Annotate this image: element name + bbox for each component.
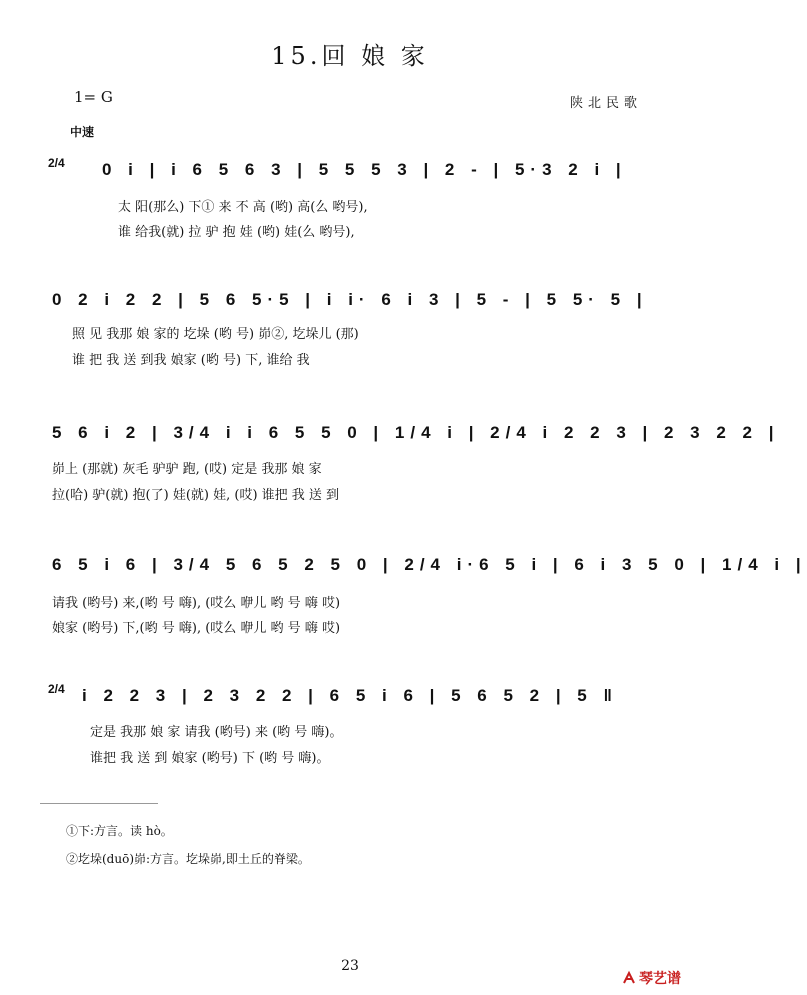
- score-line-3-lyric-1: 峁上 (那就) 灰毛 驴驴 跑, (哎) 定是 我那 娘 家: [52, 462, 322, 477]
- score-line-1-lyric-1: 太 阳(那么) 下① 来 不 高 (哟) 高(么 哟号),: [118, 200, 368, 215]
- score-line-3-notes: 5 6 i 2 | 3/4 i i 6 5 5 0 | 1/4 i | 2/4 i 2 2 3 | 2 3 2 2 |: [52, 423, 780, 442]
- score-line-4-notes: 6 5 i 6 | 3/4 5 6 5 2 5 0 | 2/4 i·6 5 i | 6 i 3 5 0 | 1/4 i |: [52, 555, 807, 574]
- song-title: 15.回 娘 家: [271, 42, 429, 70]
- score-line-3-lyric-2: 拉(哈) 驴(就) 抱(了) 娃(就) 娃, (哎) 谁把 我 送 到: [52, 488, 340, 503]
- score-line-4-lyric-1: 请我 (哟号) 来,(哟 号 嗨), (哎么 咿儿 哟 号 嗨 哎): [52, 596, 341, 611]
- page-number: 23: [341, 958, 359, 974]
- score-line-5-time: 2/4: [48, 682, 65, 696]
- footnote-2: ②圪垛(duō)峁:方言。圪垛峁,即土丘的脊梁。: [66, 852, 310, 866]
- footnote-divider: [40, 803, 158, 804]
- score-line-5-lyric-2: 谁把 我 送 到 娘家 (哟号) 下 (哟 号 嗨)。: [90, 751, 330, 766]
- song-source: 陕北民歌: [570, 96, 643, 111]
- score-line-2-notes: 0 2 i 2 2 | 5 6 5·5 | i i· 6 i 3 | 5 - | 5 5· 5 |: [52, 290, 648, 309]
- score-line-5-notes: i 2 2 3 | 2 3 2 2 | 6 5 i 6 | 5 6 5 2 | 5 ‖: [82, 686, 618, 705]
- footnote-1: ①下:方言。读 hò。: [66, 824, 173, 838]
- logo-icon: [622, 971, 636, 985]
- score-line-4-lyric-2: 娘家 (哟号) 下,(哟 号 嗨), (哎么 咿儿 哟 号 嗨 哎): [52, 621, 341, 636]
- tempo-marking: 中速: [70, 125, 95, 139]
- key-signature: 1= G: [74, 88, 113, 106]
- score-line-5-lyric-1: 定是 我那 娘 家 请我 (哟号) 来 (哟 号 嗨)。: [90, 725, 343, 740]
- watermark-logo: [622, 968, 681, 988]
- score-line-1-notes: 0 i | i 6 5 6 3 | 5 5 5 3 | 2 - | 5·3 2 i |: [102, 160, 627, 179]
- score-line-2-lyric-2: 谁 把 我 送 到我 娘家 (哟 号) 下, 谁给 我: [72, 353, 310, 368]
- score-line-1-lyric-2: 谁 给我(就) 拉 驴 抱 娃 (哟) 娃(么 哟号),: [118, 225, 355, 240]
- score-line-2-lyric-1: 照 见 我那 娘 家的 圪垛 (哟 号) 峁②, 圪垛儿 (那): [72, 327, 359, 342]
- watermark-text: 琴艺谱: [639, 971, 681, 987]
- score-line-1-time: 2/4: [48, 156, 65, 170]
